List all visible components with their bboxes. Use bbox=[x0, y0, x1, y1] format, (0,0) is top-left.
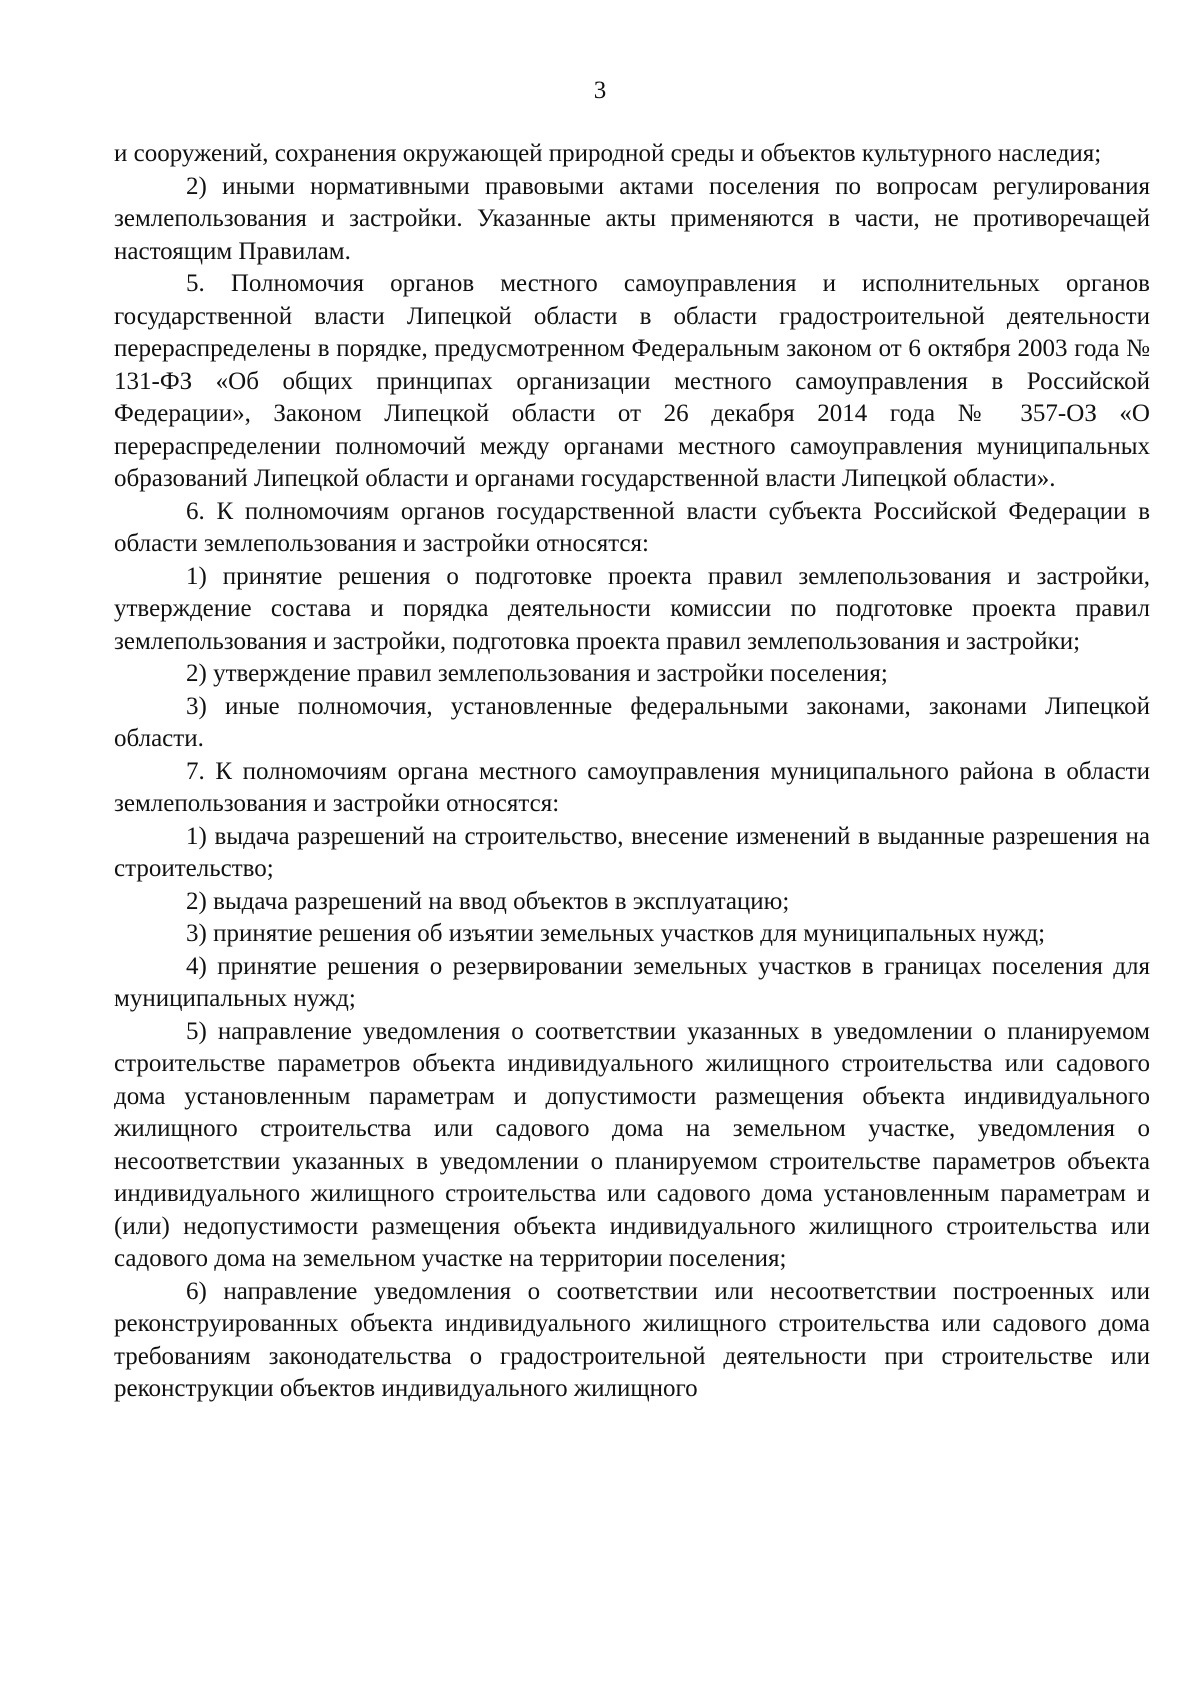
document-body bbox=[114, 138, 1150, 1406]
paragraph-section-6: 6. К полномочиям органов государственной власти субъекта Российской Федерации в области землепользования и застройки относятся: bbox=[114, 497, 1150, 557]
paragraph-section-6-item-3: 3) иные полномочия, установленные федеральными законами, законами Липецкой области. bbox=[114, 692, 1150, 752]
paragraph-section-5: 5. Полномочия органов местного самоуправления и исполнительных органов государственной власти Липецкой области в области градостроительной деятельности перераспределены в порядке, предусмотренном Федеральным законом от 6 октября 2003 года № 131-ФЗ «Об общих принципах организации местного самоуправления в Российской Федерации», Законом Липецкой области от 26 декабря 2014 года № 357-ОЗ «О перераспределении полномочий между органами местного самоуправления муниципальных образований Липецкой области и органами государственной власти Липецкой области». bbox=[114, 270, 1150, 492]
paragraph-continuation: и сооружений, сохранения окружающей природной среды и объектов культурного наследия; bbox=[114, 140, 1102, 167]
paragraph-item-2-acts: 2) иными нормативными правовыми актами поселения по вопросам регулирования землепользования и застройки. Указанные акты применяются в части, не противоречащей настоящим Правилам. bbox=[114, 172, 1150, 265]
paragraph-section-7: 7. К полномочиям органа местного самоуправления муниципального района в области землепользования и застройки относятся: bbox=[114, 757, 1150, 817]
paragraph-section-6-item-1: 1) принятие решения о подготовке проекта правил землепользования и застройки, утверждение состава и порядка деятельности комиссии по подготовке проекта правил землепользования и застройки, подготовка проекта правил землепользования и застройки; bbox=[114, 562, 1150, 655]
paragraph-section-7-item-1: 1) выдача разрешений на строительство, внесение изменений в выданные разрешения на строительство; bbox=[114, 822, 1150, 882]
paragraph-section-7-item-4: 4) принятие решения о резервировании земельных участков в границах поселения для муниципальных нужд; bbox=[114, 952, 1150, 1012]
page-number: 3 bbox=[593, 77, 607, 104]
paragraph-section-7-item-5: 5) направление уведомления о соответствии указанных в уведомлении о планируемом строительстве параметров объекта индивидуального жилищного строительства или садового дома установленным параметрам и допустимости размещения объекта индивидуального жилищного строительства или садового дома на земельном участке, уведомления о несоответствии указанных в уведомлении о планируемом строительстве параметров объекта индивидуального жилищного строительства или садового дома установленным параметрам и (или) недопустимости размещения объекта индивидуального жилищного строительства или садового дома на земельном участке на территории поселения; bbox=[114, 1017, 1150, 1272]
paragraph-section-7-item-2: 2) выдача разрешений на ввод объектов в эксплуатацию; bbox=[186, 887, 790, 915]
paragraph-section-7-item-3: 3) принятие решения об изъятии земельных участков для муниципальных нужд; bbox=[186, 920, 1046, 947]
paragraph-section-6-item-2: 2) утверждение правил землепользования и застройки поселения; bbox=[186, 660, 888, 687]
paragraph-section-7-item-6: 6) направление уведомления о соответствии или несоответствии построенных или реконструированных объекта индивидуального жилищного строительства или садового дома требованиям законодательства о градостроительной деятельности при строительстве или реконструкции объектов индивидуального жилищного bbox=[114, 1277, 1150, 1402]
